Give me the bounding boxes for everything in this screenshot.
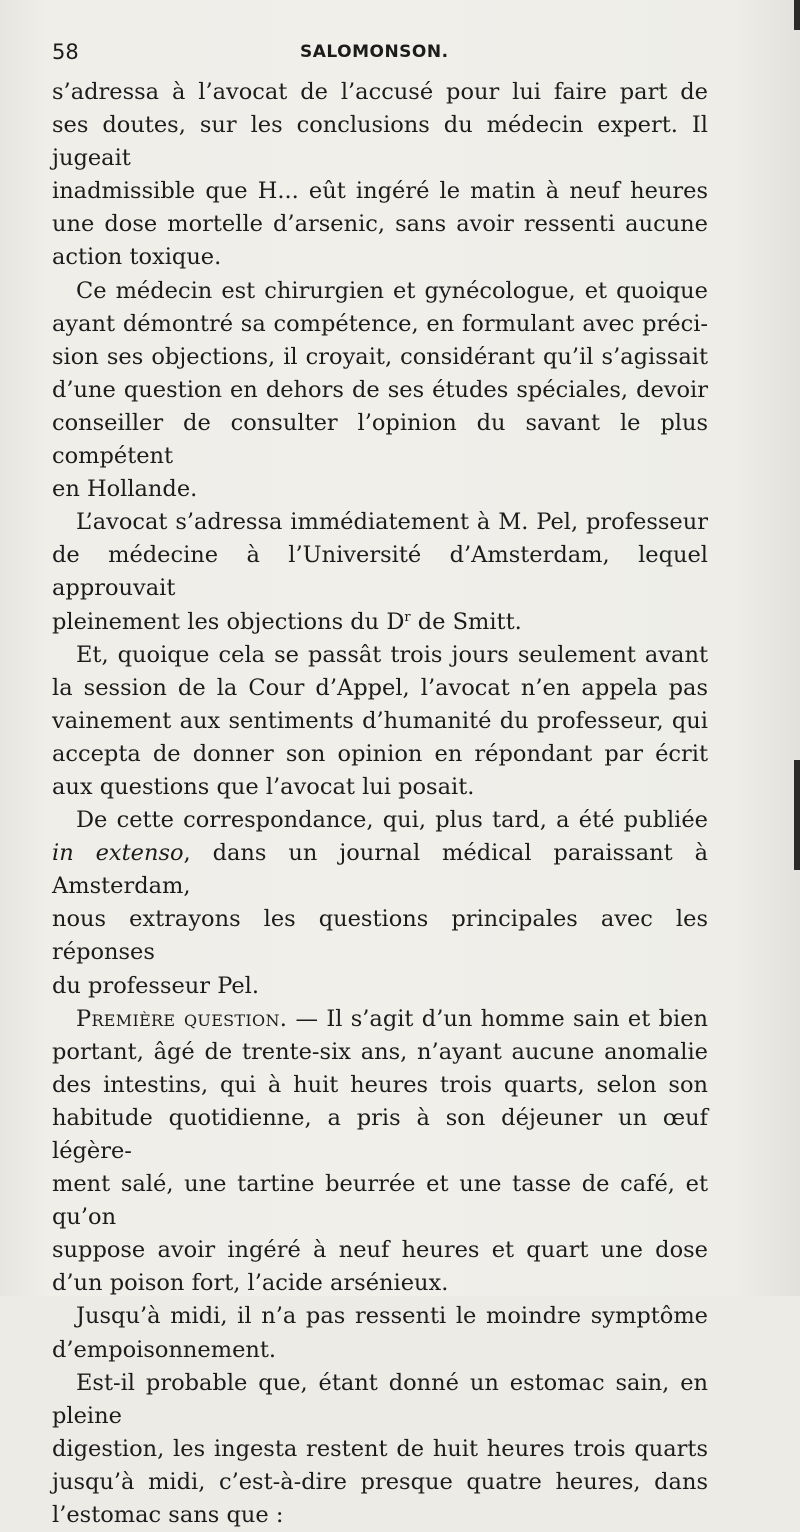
text-line: d’empoisonnement.: [52, 1336, 277, 1363]
text-line: l’estomac sans que :: [52, 1502, 284, 1529]
text-line: suppose avoir ingéré à neuf heures et quart une dose: [52, 1237, 708, 1264]
page-edge-mark: [794, 760, 800, 870]
text-line: Est-il probable que, étant donné un estomac sain, en pleine: [52, 1369, 708, 1429]
text-line: du professeur Pel.: [52, 972, 259, 999]
text-line: ment salé, une tartine beurrée et une tasse de café, et qu’on: [52, 1171, 708, 1231]
question-heading: Première question.: [76, 1005, 288, 1032]
text-line: la session de la Cour d’Appel, l’avocat n’en appela pas: [52, 674, 708, 701]
text-line: Jusqu’à midi, il n’a pas ressenti le moindre symptôme: [76, 1303, 708, 1330]
superscript: r: [404, 609, 411, 625]
page-number: 58: [52, 40, 79, 64]
text-line: L’avocat s’adressa immédiatement à M. Pel, professeur: [76, 509, 708, 536]
body-text: [52, 76, 708, 1532]
text-line: en Hollande.: [52, 476, 198, 503]
text-line: [52, 837, 708, 903]
text-line: vainement aux sentiments d’humanité du professeur, qui: [52, 707, 708, 734]
text-line: ayant démontré sa compétence, en formulant avec préci-: [52, 310, 708, 337]
text-line: nous extrayons les questions principales avec les réponses: [52, 906, 708, 966]
text-segment: , dans un journal médical paraissant à Amsterdam,: [52, 840, 708, 900]
text-line: digestion, les ingesta restent de huit heures trois quarts: [52, 1435, 708, 1462]
text-line: portant, âgé de trente-six ans, n’ayant aucune anomalie: [52, 1038, 708, 1065]
text-line: inadmissible que H... eût ingéré le matin à neuf heures: [52, 178, 708, 205]
text-line: habitude quotidienne, a pris à son déjeuner un œuf légère-: [52, 1104, 708, 1164]
text-line: Et, quoique cela se passât trois jours seulement avant: [76, 641, 708, 668]
text-line: De cette correspondance, qui, plus tard, a été publiée: [76, 807, 708, 834]
text-line: action toxique.: [52, 244, 222, 271]
text-line: ses doutes, sur les conclusions du médecin expert. Il jugeait: [52, 112, 708, 172]
text-line: s’adressa à l’avocat de l’accusé pour lui faire part de: [52, 79, 708, 105]
text-line: Ce médecin est chirurgien et gynécologue, et quoique: [76, 277, 708, 304]
text-line: d’un poison fort, l’acide arsénieux.: [52, 1270, 449, 1297]
text-line: sion ses objections, il croyait, considérant qu’il s’agissait: [52, 343, 708, 370]
italic-phrase: in extenso: [52, 840, 184, 867]
page-header: [52, 40, 712, 68]
text-segment: de Smitt.: [410, 608, 522, 635]
text-line: conseiller de consulter l’opinion du savant le plus compétent: [52, 409, 708, 470]
text-line: jusqu’à midi, c’est-à-dire presque quatre heures, dans: [52, 1468, 708, 1495]
text-line: accepta de donner son opinion en répondant par écrit: [52, 740, 708, 767]
text-line: [52, 1003, 708, 1036]
running-head: SALOMONSON.: [300, 42, 449, 62]
text-line: une dose mortelle d’arsenic, sans avoir ressenti aucune: [52, 211, 708, 238]
text-segment: — Il s’agit d’un homme sain et bien: [287, 1005, 709, 1032]
text-line: d’une question en dehors de ses études spéciales, devoir: [52, 376, 708, 403]
text-line: de médecine à l’Université d’Amsterdam, lequel approuvait: [52, 542, 708, 602]
page-edge-mark: [794, 0, 800, 30]
text-line: des intestins, qui à huit heures trois quarts, selon son: [52, 1071, 708, 1098]
text-line: aux questions que l’avocat lui posait.: [52, 773, 475, 800]
text-line: [52, 606, 708, 639]
text-segment: pleinement les objections du D: [52, 608, 405, 635]
